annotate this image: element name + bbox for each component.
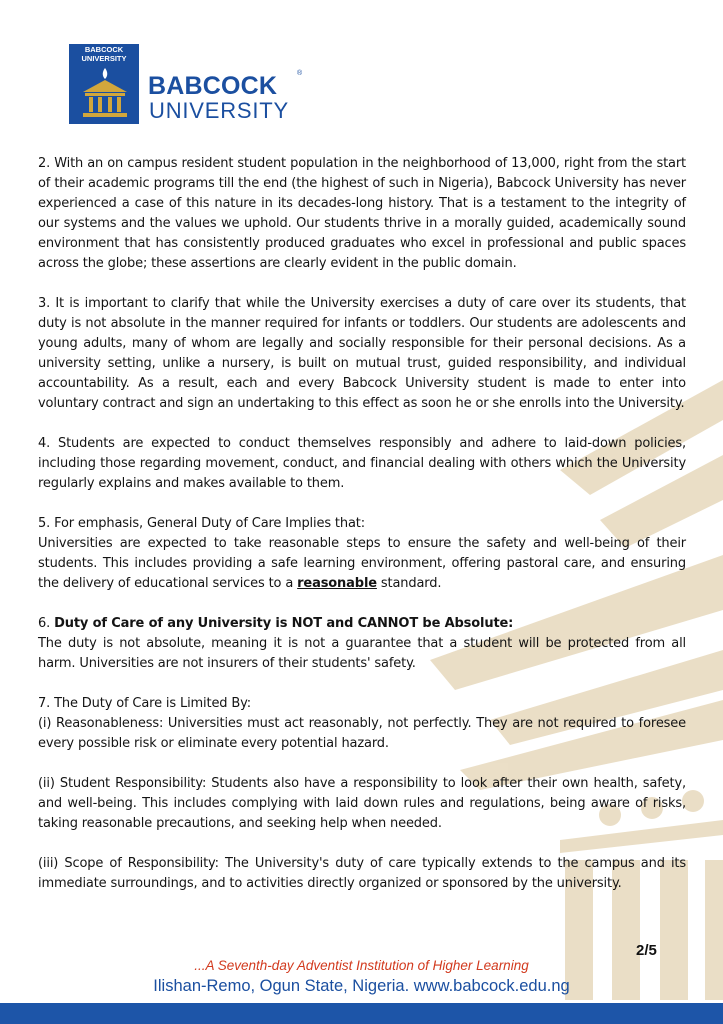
logo-emblem-box bbox=[69, 44, 139, 124]
footer-motto: ...A Seventh-day Adventist Institution of Higher Learning bbox=[194, 958, 529, 973]
paragraph-3: 3. It is important to clarify that while the University exercises a duty of care over its students, that duty is not absolute in the manner required for infants or toddlers. Our students are adolescents and young adults, many of whom are legally and socially responsible for their personal decisions. As a university setting, unlike a nursery, is built on mutual trust, guided responsibility, and individual accountability. As a result, each and every Babcock University student is made to enter into voluntary contract and sign an undertaking to this effect as soon he or she enrolls into the University. bbox=[38, 296, 686, 411]
paragraph-5-heading: 5. For emphasis, General Duty of Care Implies that: bbox=[38, 516, 365, 531]
letter-body bbox=[38, 154, 686, 914]
registered-mark: ® bbox=[297, 70, 303, 77]
pillar-emblem-icon bbox=[75, 66, 135, 120]
paragraph-7-item-ii: (ii) Student Responsibility: Students also have a responsibility to look after their own health, safety, and well-being. This includes complying with laid down rules and regulations, being aware of risks, taking reasonable precautions, and seeking help when needed. bbox=[38, 776, 686, 831]
footer-address: Ilishan-Remo, Ogun State, Nigeria. www.babcock.edu.ng bbox=[153, 977, 570, 995]
paragraph-6-number: 6. bbox=[38, 616, 55, 631]
logo-box-text: BABCOCK UNIVERSITY bbox=[81, 45, 127, 63]
paragraph-7-heading: 7. The Duty of Care is Limited By: bbox=[38, 696, 251, 711]
paragraph-7-item-i: (i) Reasonableness: Universities must act reasonably, not perfectly. They are not required to foresee every possible risk or eliminate every potential hazard. bbox=[38, 716, 686, 751]
paragraph-5-text: Universities are expected to take reasonable steps to ensure the safety and well-being of their students. This includes providing a safe learning environment, offering pastoral care, and ensuring the delivery of educational services to a bbox=[38, 536, 686, 591]
paragraph-2: 2. With an on campus resident student population in the neighborhood of 13,000, right from the start of their academic programs till the end (the highest of such in Nigeria), Babcock University has never experienced a case of this nature in its decades-long history. That is a testament to the integrity of our systems and the values we uphold. Our students thrive in a morally guided, academically sound environment that has consistently produced graduates who excel in professional and public spaces across the globe; these assertions are clearly evident in the public domain. bbox=[38, 156, 686, 271]
paragraph-4: 4. Students are expected to conduct themselves responsibly and adhere to laid-down policies, including those regarding movement, conduct, and financial dealing with others which the University regularly explains and makes available to them. bbox=[38, 436, 686, 491]
paragraph-7-item-iii: (iii) Scope of Responsibility: The University's duty of care typically extends to the campus and its immediate surroundings, and to activities directly organized or sponsored by the university. bbox=[38, 856, 686, 891]
paragraph-6-body: The duty is not absolute, meaning it is not a guarantee that a student will be protected from all harm. Universities are not insurers of their students' safety. bbox=[38, 636, 686, 671]
logo-wordmark-babcock: BABCOCK bbox=[148, 72, 278, 100]
reasonable-emphasis: reasonable bbox=[297, 576, 377, 591]
paragraph-5-body bbox=[38, 534, 686, 594]
logo-wordmark-university: UNIVERSITY bbox=[149, 98, 290, 123]
university-logo bbox=[69, 44, 309, 126]
paragraph-6-heading bbox=[38, 614, 686, 634]
paragraph-5-text-end: standard. bbox=[376, 576, 442, 591]
page-number: 2/5 bbox=[636, 942, 657, 959]
paragraph-6-title: Duty of Care of any University is NOT and CANNOT be Absolute: bbox=[54, 616, 514, 631]
footer-bar bbox=[0, 1003, 723, 1024]
